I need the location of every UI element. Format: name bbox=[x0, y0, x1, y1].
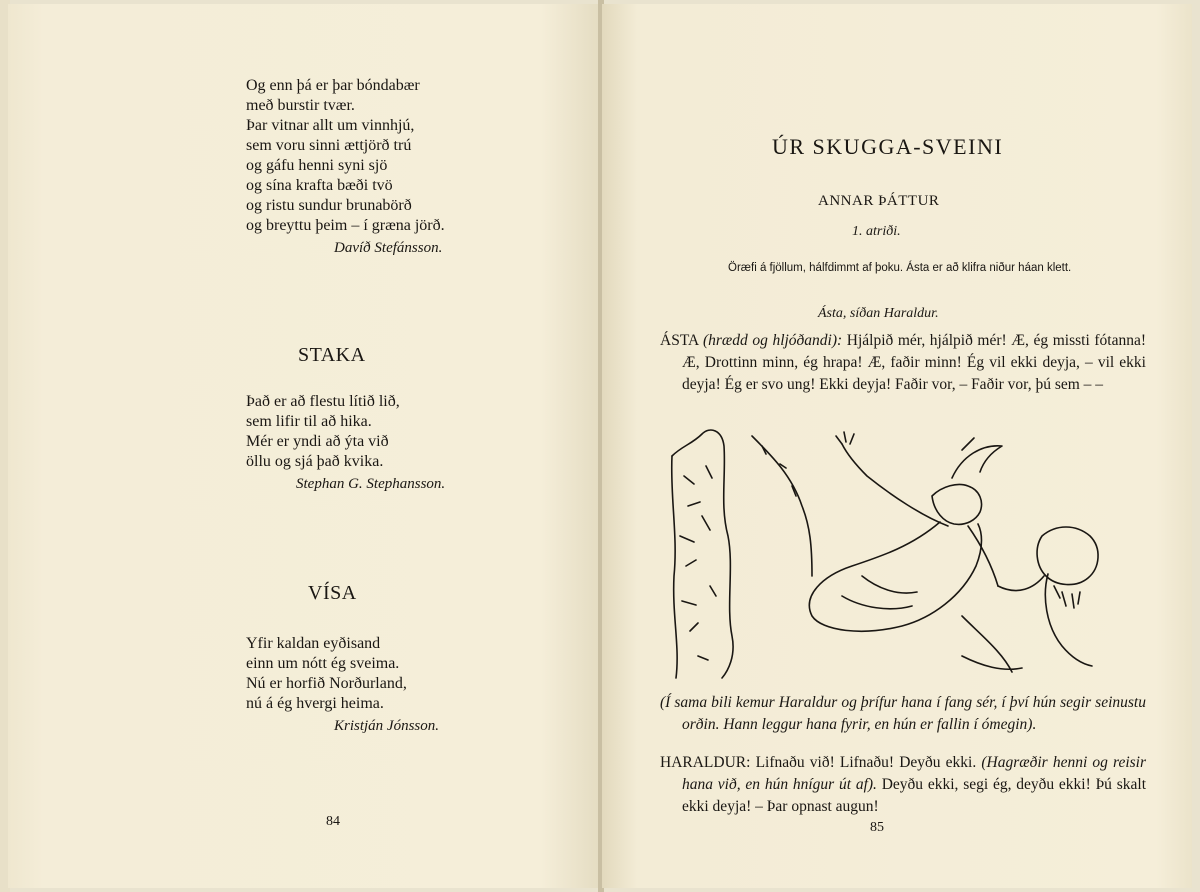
poem-3-title: VÍSA bbox=[308, 582, 357, 604]
play-title: ÚR SKUGGA-SVEINI bbox=[772, 134, 1004, 159]
poem-line: einn um nótt ég sveima. bbox=[246, 655, 400, 672]
poem-line: Nú er horfið Norðurland, bbox=[246, 675, 407, 692]
poem-line: og ristu sundur brunabörð bbox=[246, 197, 412, 214]
left-page bbox=[8, 4, 601, 888]
stage-direction-text: (Í sama bili kemur Haraldur og þrífur hana í fang sér, í því hún segir seinustu orðin. Hann leggur hana fyrir, en hún er fallin í ómegin). bbox=[660, 694, 1146, 733]
poem-line: sem lifir til að hika. bbox=[246, 413, 372, 430]
speech-text: Hjálpið mér, hjálpið mér! Æ, ég missti fótanna! Æ, Drottinn minn, ég hrapa! Æ, faðir minn! Ég vil ekki deyja, – vil ekki deyja! Ég er svo ung! Ekki deyja! Faðir vor, – Faðir vor, þú sem – – bbox=[682, 332, 1147, 393]
poem-line: Þar vitnar allt um vinnhjú, bbox=[246, 117, 415, 134]
poem-2-title: STAKA bbox=[298, 344, 366, 366]
poem-3-author: Kristján Jónsson. bbox=[334, 718, 440, 734]
poem-line: Það er að flestu lítið lið, bbox=[246, 393, 400, 410]
act-heading: ANNAR ÞÁTTUR bbox=[818, 193, 940, 209]
poem-1-author: Davíð Stefánsson. bbox=[334, 240, 443, 256]
poem-line: og sína krafta bæði tvö bbox=[246, 177, 393, 194]
poem-line: nú á ég hvergi heima. bbox=[246, 695, 384, 712]
poem-line: Og enn þá er þar bóndabær bbox=[246, 77, 420, 94]
speech-asta bbox=[660, 330, 1146, 396]
poem-2 bbox=[246, 392, 400, 472]
poem-line: sem voru sinni ættjörð trú bbox=[246, 137, 412, 154]
page-number-left: 84 bbox=[326, 814, 340, 829]
poem-line: Mér er yndi að ýta við bbox=[246, 433, 389, 450]
speech-direction: (hrædd og hljóðandi): bbox=[702, 332, 843, 349]
page-number-right: 85 bbox=[870, 820, 884, 835]
speaker-asta: ÁSTA bbox=[660, 332, 699, 349]
poem-2-author: Stephan G. Stephansson. bbox=[296, 476, 446, 492]
poem-line: með burstir tvær. bbox=[246, 97, 355, 114]
poem-1 bbox=[246, 76, 445, 236]
poem-line: öllu og sjá það kvika. bbox=[246, 453, 384, 470]
speaker-haraldur: HARALDUR: bbox=[660, 754, 751, 771]
scene-heading: 1. atriði. bbox=[852, 224, 901, 239]
poem-line: og gáfu henni syni sjö bbox=[246, 157, 388, 174]
poem-line: Yfir kaldan eyðisand bbox=[246, 635, 381, 652]
poem-line: og breyttu þeim – í græna jörð. bbox=[246, 217, 445, 234]
speech-text: Deyðu ekki, segi ég, deyðu ekki! Þú skalt ekki deyja! – Þar opnast augun! bbox=[682, 776, 1147, 815]
stage-direction-2 bbox=[660, 692, 1146, 736]
speech-direction: (Hagræðir henni og reisir hana við, en hún hnígur út af). bbox=[682, 754, 1147, 793]
stage-direction: Öræfi á fjöllum, hálfdimmt af þoku. Ásta er að klifra niður háan klett. bbox=[728, 262, 1072, 274]
poem-3 bbox=[246, 634, 407, 714]
illustration-rescue bbox=[662, 416, 1148, 682]
speech-haraldur bbox=[660, 752, 1146, 818]
speech-text: Lifnaðu við! Lifnaðu! Deyðu ekki. bbox=[755, 754, 977, 771]
characters-line: Ásta, síðan Haraldur. bbox=[818, 306, 939, 321]
right-page bbox=[602, 4, 1192, 888]
